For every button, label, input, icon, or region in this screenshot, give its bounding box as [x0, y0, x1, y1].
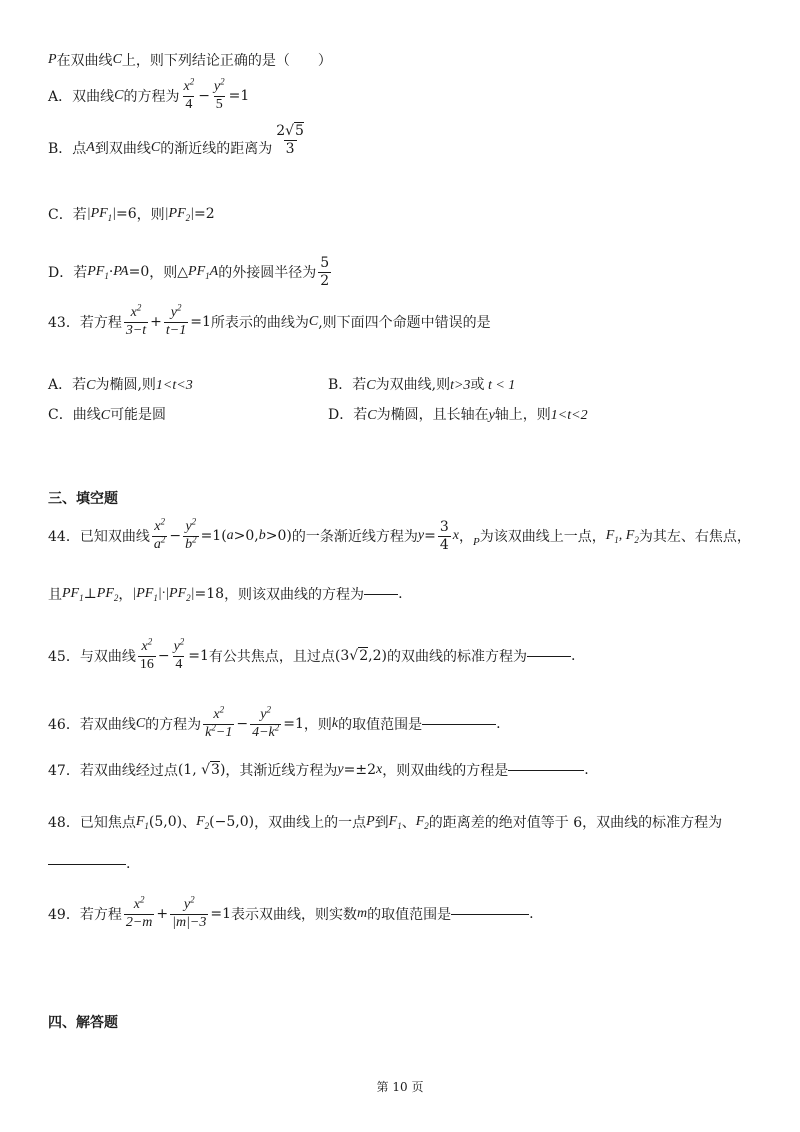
- math-P: P: [48, 52, 57, 67]
- q43-text2: ,则下面四个命题中错误的是: [318, 315, 491, 332]
- option-d-text: ，则: [149, 265, 178, 282]
- intro-text2: 上，则下列结论正确的是（ ）: [121, 53, 332, 69]
- q43-option-d: D．若C为椭圆，且长轴在y轴上，则1<t<2: [328, 407, 588, 423]
- option-c-text: ，则: [136, 207, 165, 223]
- option-d-label: D．若: [48, 265, 88, 282]
- option-b-text2: 的渐近线的距离为: [160, 141, 273, 158]
- answer-blank[interactable]: [422, 724, 496, 725]
- question-intro: [48, 50, 760, 70]
- fraction: $\frac{5}{2}$: [320, 255, 330, 289]
- fraction: $\frac{x^2}{4}$: [183, 76, 195, 112]
- question-49: 49．若方程 $\frac{x^2}{2-m}$ + $\frac{y^2}{|m|-3}$ =1 表示双曲线，则实数 m 的取值范围是 .: [48, 894, 534, 930]
- option-a-text: 的方程为: [123, 89, 180, 106]
- option-b-label: B．点: [48, 141, 87, 158]
- option-c-label: C．若: [48, 207, 87, 223]
- option-a-label: A．双曲线: [48, 89, 115, 106]
- question-47: 47．若双曲线经过点 (1, √3) ，其渐近线方程为 y =±2 x ，则双曲线的方程是 .: [48, 762, 589, 779]
- option-c: C．若 $|PF_1|$ =6 ，则 $|PF_2|$ =2: [48, 206, 215, 223]
- answer-blank[interactable]: [527, 656, 571, 657]
- q43-option-b: B．若C为双曲线,则t>3或 t < 1: [328, 377, 516, 393]
- answer-blank[interactable]: [364, 594, 398, 595]
- math-C: C: [112, 52, 122, 67]
- question-48: 48．已知焦点 $F_1$ (5,0) 、 $F_2$ (−5,0) ，双曲线上的一点 P 到 $F_1$ 、 $F_2$ 的距离差的绝对值等于 6，双曲线的标准方程为: [48, 814, 723, 831]
- section-fill-in: 三、填空题: [48, 491, 118, 507]
- question-48-line2: .: [48, 856, 760, 872]
- q43-text: 所表示的曲线为: [210, 315, 309, 332]
- answer-blank[interactable]: [508, 770, 584, 771]
- section-answer: 四、解答题: [48, 1015, 118, 1031]
- fraction: $\frac{x^2}{3-t}$: [125, 302, 147, 338]
- intro-text: 在双曲线: [56, 53, 113, 69]
- question-45: 45．与双曲线 $\frac{x^2}{16}$ − $\frac{y^2}{4}$ =1 有公共焦点，且过点 (3√2,2) 的双曲线的标准方程为 .: [48, 636, 576, 672]
- question-46: 46．若双曲线 C 的方程为 $\frac{x^2}{k^2-1}$ − $\frac{y^2}{4-k^2}$ =1 ，则 k 的取值范围是 .: [48, 704, 501, 740]
- fraction: $\frac{2√5}{3}$: [276, 123, 304, 157]
- answer-blank[interactable]: [48, 864, 126, 865]
- fraction: $\frac{y^2}{5}$: [213, 76, 225, 112]
- fraction: $\frac{y^2}{t-1}$: [165, 302, 187, 338]
- option-a: A．双曲线 C 的方程为 $\frac{x^2}{4}$ − $\frac{y^2}{5}$ =1: [48, 76, 250, 112]
- page-number: 第 10 页: [376, 1080, 424, 1094]
- q43-option-c: C．曲线C可能是圆: [48, 407, 167, 423]
- question-43: 43．若方程 $\frac{x^2}{3-t}$ + $\frac{y^2}{t-1}$ =1 所表示的曲线为 C ,则下面四个命题中错误的是: [48, 302, 491, 338]
- q43-option-a: A．若C为椭圆,则1<t<3: [48, 377, 193, 393]
- option-d-text2: 的外接圆半径为: [218, 265, 317, 282]
- option-d: D．若 $PF_1$ · PA =0 ，则 △ $PF_1A$ 的外接圆半径为 $\frac{5}{2}$: [48, 255, 330, 289]
- option-b-text: 到双曲线: [94, 141, 151, 158]
- question-44-line2: 且 $PF_1$ ⊥ $PF_2$ ， $|PF_1|\cdot|PF_2|$ =18 ，则该双曲线的方程为 .: [48, 586, 403, 603]
- question-44: 44．已知双曲线 $\frac{x^2}{a^2}$ − $\frac{y^2}{b^2}$ =1( a >0, b >0) 的一条渐近线方程为 y = $\frac{3}{4}$ x ， P 为该双曲线上一点， $F_1$, $F_2$ 为其左、右焦点，: [48, 516, 751, 553]
- answer-blank[interactable]: [451, 914, 529, 915]
- q43-number: 43．若方程: [48, 315, 122, 332]
- option-b: B．点 A 到双曲线 C 的渐近线的距离为 $\frac{2√5}{3}$: [48, 123, 304, 158]
